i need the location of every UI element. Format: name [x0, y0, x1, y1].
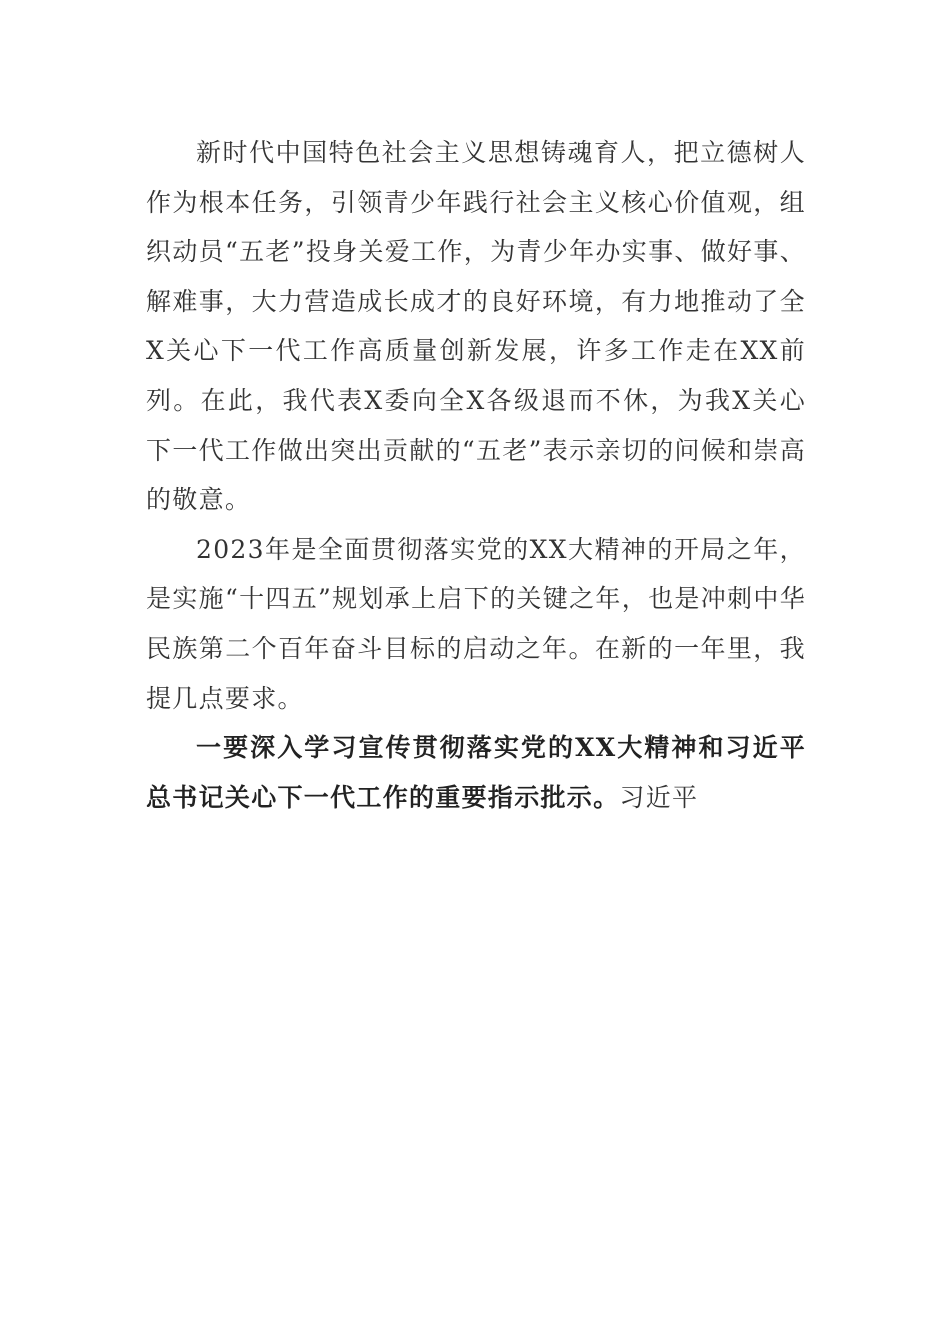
document-body [146, 128, 806, 822]
paragraph-2-text: 2023年是全面贯彻落实党的XX大精神的开局之年，是实施“十四五”规划承上启下的关键之年，也是冲刺中华民族第二个百年奋斗目标的启动之年。在新的一年里，我提几点要求。 [146, 534, 806, 713]
paragraph-2 [146, 525, 806, 723]
paragraph-3 [146, 723, 806, 822]
paragraph-3-heading: 一要深入学习宣传贯彻落实党的XX大精神和习近平总书记关心下一代工作的重要指示批示。 [146, 733, 806, 812]
paragraph-1-text: 新时代中国特色社会主义思想铸魂育人，把立德树人作为根本任务，引领青少年践行社会主义核心价值观，组织动员“五老”投身关爱工作，为青少年办实事、做好事、解难事，大力营造成长成才的良好环境，有力地推动了全X关心下一代工作高质量创新发展，许多工作走在XX前列。在此，我代表X委向全X各级退而不休，为我X关心下一代工作做出突出贡献的“五老”表示亲切的问候和崇高的敬意。 [146, 138, 806, 515]
paragraph-3-text: 习近平 [619, 782, 699, 812]
paragraph-1 [146, 128, 806, 525]
